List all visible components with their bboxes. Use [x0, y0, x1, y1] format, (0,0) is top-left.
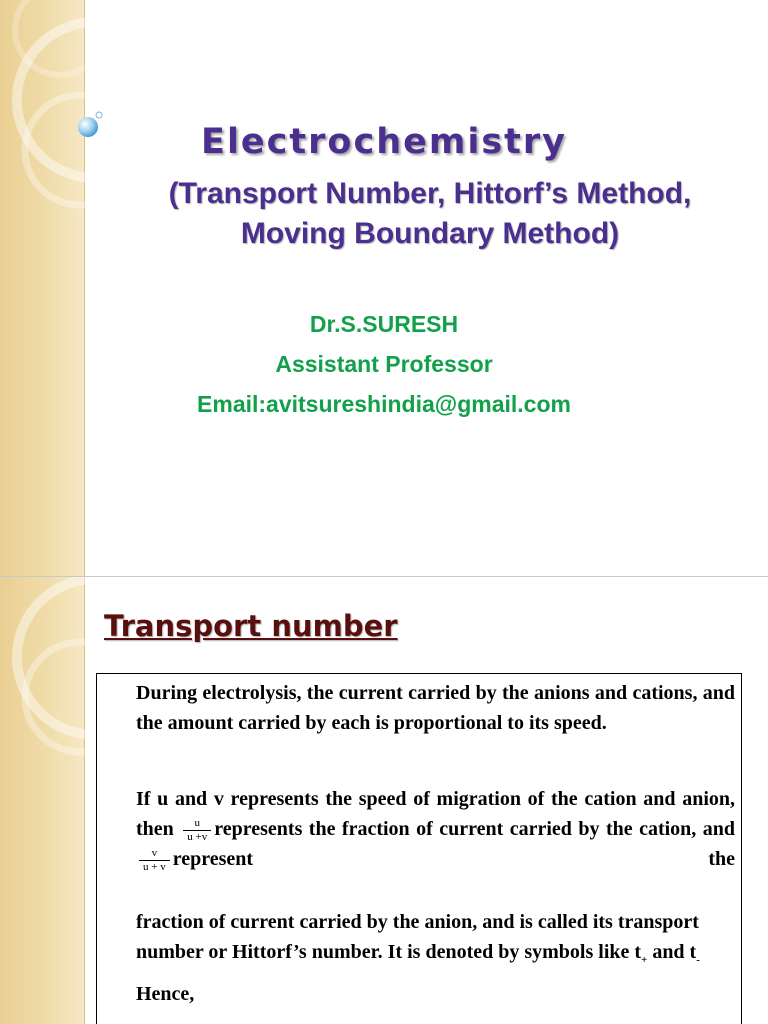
subscript-minus: - [696, 954, 700, 966]
paragraph-3 [136, 907, 735, 975]
paragraph-2 [136, 784, 735, 874]
subtitle-line-1: (Transport Number, Hittorf’s Method, [168, 177, 692, 210]
author-email: Email:avitsureshindia@gmail.com [197, 391, 571, 417]
paragraph-2-text-b: represents the fraction of current carried by the cation, and [214, 818, 735, 840]
fraction-anion [139, 848, 170, 873]
bubble-decoration-icon [0, 0, 130, 576]
hence-text: Hence, [136, 983, 195, 1005]
fraction-cation [183, 818, 211, 843]
paragraph-1: During electrolysis, the current carried by the anions and cations, and the amount carried by each is proportional to its speed. [136, 682, 735, 734]
fraction-anion-numerator: v [151, 846, 158, 859]
paragraph-2-text-a: If u and v represents the speed of migration of the cation and anion, then [136, 788, 735, 840]
author-name: Dr.S.SURESH [309, 311, 459, 337]
fraction-anion-denominator: u + v [143, 860, 166, 873]
slide-heading: Transport number [104, 609, 398, 643]
fraction-cation-numerator: u [194, 816, 200, 829]
slide-title: Electrochemistry [201, 122, 567, 162]
paragraph-3-text: fraction of current carried by the anion, and is called its transport number or Hittorf’s number. It is denoted by symbols like t [136, 911, 699, 963]
slide-subtitle [100, 174, 760, 254]
subtitle-line-2: Moving Boundary Method) [240, 217, 620, 250]
paragraph-2-text-c: represent the [172, 848, 735, 870]
fraction-cation-denominator: u +v [187, 830, 208, 843]
subscript-plus: + [641, 954, 648, 966]
content-slide [0, 577, 768, 1024]
paragraph-3-and: and t [652, 941, 697, 963]
content-box [96, 673, 742, 1024]
author-role: Assistant Professor [275, 351, 493, 377]
